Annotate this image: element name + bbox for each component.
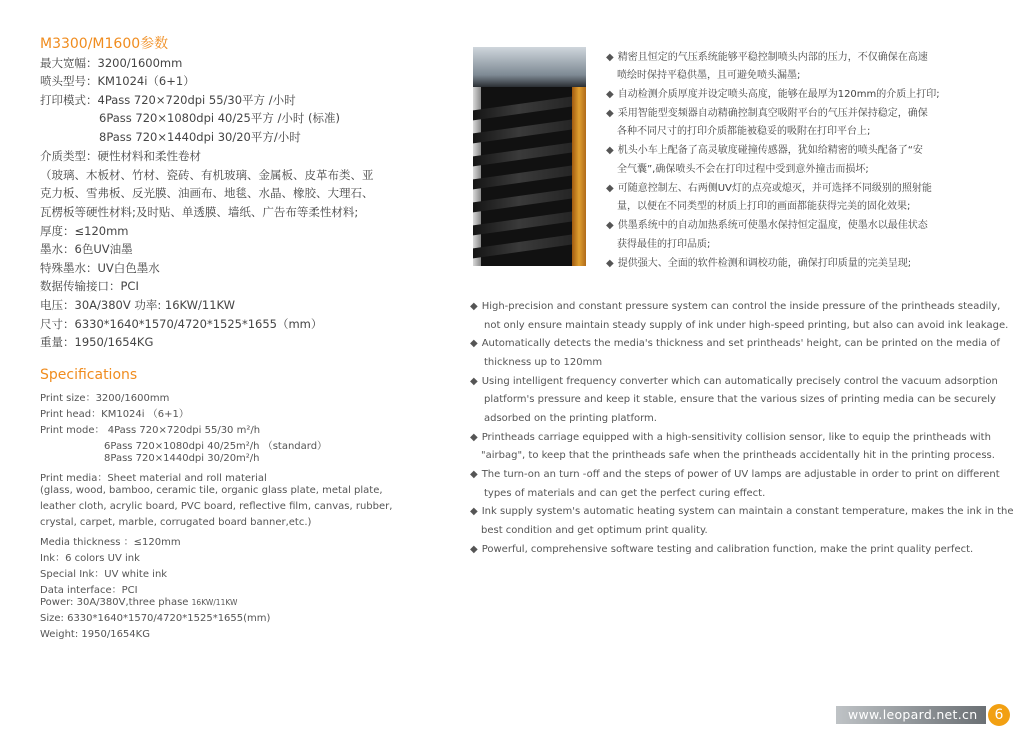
diamond-bullet-icon: ◆ bbox=[606, 183, 614, 194]
cn-feature-line: ◆ 采用智能型变频器自动精确控制真空吸附平台的气压并保持稳定，确保 bbox=[606, 108, 928, 119]
cn-spec-line: 打印模式：4Pass 720×720dpi 55/30平方 /小时 bbox=[40, 93, 296, 107]
en-feature-line: ◆ The turn-on an turn -off and the steps of power of UV lamps are adjustable in order to print on different bbox=[470, 469, 1000, 480]
en-feature-line: ◆ Powerful, comprehensive software testing and calibration function, make the print quality perfect. bbox=[470, 544, 974, 555]
diamond-bullet-icon: ◆ bbox=[470, 432, 478, 443]
cn-spec-line: （玻璃、木板材、竹材、瓷砖、有机玻璃、金属板、皮革布类、亚 bbox=[40, 168, 374, 182]
en-spec-line: crystal, carpet, marble, corrugated board banner,etc.) bbox=[40, 517, 312, 528]
en-spec-title: Specifications bbox=[40, 367, 138, 383]
cn-spec-line: 瓦楞板等硬性材料;及时贴、单透膜、墙纸、广告布等柔性材料; bbox=[40, 205, 359, 219]
diamond-bullet-icon: ◆ bbox=[606, 108, 614, 119]
diamond-bullet-icon: ◆ bbox=[606, 52, 614, 63]
cn-feature-line: 喷绘时保持平稳供墨，且可避免喷头漏墨; bbox=[617, 70, 801, 81]
en-feature-line: adsorbed on the printing platform. bbox=[484, 413, 657, 424]
en-spec-line: Print mode： 4Pass 720×720dpi 55/30 m²/h bbox=[40, 425, 261, 436]
en-spec-line: leather cloth, acrylic board, PVC board, reflective film, canvas, rubber, bbox=[40, 501, 393, 512]
en-feature-line: ◆ Printheads carriage equipped with a high-sensitivity collision sensor, like to equip the printheads with bbox=[470, 432, 991, 443]
en-spec-line: Print size：3200/1600mm bbox=[40, 393, 170, 404]
cn-spec-line: 介质类型：硬性材料和柔性卷材 bbox=[40, 149, 201, 163]
diamond-bullet-icon: ◆ bbox=[606, 220, 614, 231]
footer-url[interactable]: www.leopard.net.cn bbox=[848, 707, 978, 722]
en-spec-line: Ink：6 colors UV ink bbox=[40, 553, 140, 564]
en-spec-line: Size: 6330*1640*1570/4720*1525*1655(mm) bbox=[40, 613, 271, 624]
en-feature-line: thickness up to 120mm bbox=[484, 357, 603, 368]
cn-spec-line: 重量：1950/1654KG bbox=[40, 335, 154, 349]
en-feature-line: ◆ Ink supply system's automatic heating system can maintain a constant temperature, makes the ink in the bbox=[470, 506, 1014, 517]
cn-spec-line: 8Pass 720×1440dpi 30/20平方/小时 bbox=[99, 130, 301, 144]
diamond-bullet-icon: ◆ bbox=[606, 145, 614, 156]
cn-spec-line: 厚度：≤120mm bbox=[40, 224, 129, 238]
cn-spec-title: M3300/M1600参数 bbox=[40, 36, 169, 52]
cn-spec-line: 尺寸：6330*1640*1570/4720*1525*1655（mm） bbox=[40, 317, 323, 331]
cn-spec-line: 克力板、雪弗板、反光膜、油画布、地毯、水晶、橡胶、大理石、 bbox=[40, 186, 374, 200]
diamond-bullet-icon: ◆ bbox=[470, 301, 478, 312]
cn-feature-line: 全气囊”,确保喷头不会在打印过程中受到意外撞击而损坏; bbox=[617, 164, 869, 175]
cn-feature-line: ◆ 可随意控制左、右两侧UV灯的点亮或熄灭，并可选择不同级别的照射能 bbox=[606, 183, 932, 194]
en-spec-line: 6Pass 720×1080dpi 40/25m²/h （standard） bbox=[104, 441, 328, 452]
diamond-bullet-icon: ◆ bbox=[606, 89, 614, 100]
en-spec-line: (glass, wood, bamboo, ceramic tile, organic glass plate, metal plate, bbox=[40, 485, 383, 496]
en-spec-line: Print media：Sheet material and roll material bbox=[40, 473, 267, 484]
en-spec-line: Data interface：PCI bbox=[40, 585, 138, 596]
en-spec-line bbox=[40, 597, 237, 608]
en-feature-line: ◆ Using intelligent frequency converter which can automatically precisely control the vacuum adsorption bbox=[470, 376, 998, 387]
cn-spec-line: 墨水：6色UV油墨 bbox=[40, 242, 133, 256]
cn-spec-line: 最大宽幅：3200/1600mm bbox=[40, 56, 183, 70]
en-feature-line: types of materials and can get the perfect curing effect. bbox=[484, 488, 766, 499]
cn-feature-line: ◆ 精密且恒定的气压系统能够平稳控制喷头内部的压力，不仅确保在高速 bbox=[606, 52, 928, 63]
cn-feature-line: 各种不同尺寸的打印介质都能被稳妥的吸附在打印平台上; bbox=[617, 126, 871, 137]
diamond-bullet-icon: ◆ bbox=[470, 376, 478, 387]
cn-feature-line: 量，以便在不同类型的材质上打印的画面都能获得完美的固化效果; bbox=[617, 201, 911, 212]
cn-spec-line: 电压：30A/380V 功率: 16KW/11KW bbox=[40, 298, 236, 312]
en-feature-line: not only ensure maintain steady supply of ink under high-speed printing, but also can avoid ink leakage. bbox=[484, 320, 1009, 331]
diamond-bullet-icon: ◆ bbox=[470, 506, 478, 517]
en-power-text: Power: 30A/380V,three phase bbox=[40, 597, 189, 608]
en-feature-line: ◆ High-precision and constant pressure system can control the inside pressure of the printheads steadily, bbox=[470, 301, 1001, 312]
page-number-badge: 6 bbox=[988, 704, 1010, 726]
en-feature-line: platform's pressure and keep it stable, ensure that the various sizes of printing media can be securely bbox=[484, 394, 996, 405]
en-feature-line: ◆ Automatically detects the media's thickness and set printheads' height, can be printed on the media of bbox=[470, 338, 1000, 349]
cn-feature-line: ◆ 自动检测介质厚度并设定喷头高度，能够在最厚为120mm的介质上打印; bbox=[606, 89, 940, 100]
en-feature-line: "airbag", to keep that the printheads safe when the printheads accidentally hit in the printing process. bbox=[481, 450, 995, 461]
en-spec-line: Print head：KM1024i （6+1） bbox=[40, 409, 189, 420]
en-spec-line: Special Ink：UV white ink bbox=[40, 569, 168, 580]
cn-feature-line: 获得最佳的打印品质; bbox=[617, 239, 711, 250]
en-feature-line: best condition and get optimum print quality. bbox=[481, 525, 708, 536]
en-power-suffix: 16KW/11KW bbox=[191, 598, 238, 607]
printer-bed-photo bbox=[473, 47, 586, 266]
diamond-bullet-icon: ◆ bbox=[606, 258, 614, 269]
cn-spec-line: 数据传输接口：PCI bbox=[40, 279, 139, 293]
cn-feature-line: ◆ 提供强大、全面的软件检测和调校功能，确保打印质量的完美呈现; bbox=[606, 258, 912, 269]
cn-feature-line: ◆ 供墨系统中的自动加热系统可使墨水保持恒定温度，使墨水以最佳状态 bbox=[606, 220, 928, 231]
diamond-bullet-icon: ◆ bbox=[470, 469, 478, 480]
en-spec-line: 8Pass 720×1440dpi 30/20m²/h bbox=[104, 453, 260, 464]
diamond-bullet-icon: ◆ bbox=[470, 544, 478, 555]
cn-spec-line: 特殊墨水：UV白色墨水 bbox=[40, 261, 160, 275]
diamond-bullet-icon: ◆ bbox=[470, 338, 478, 349]
cn-spec-line: 6Pass 720×1080dpi 40/25平方 /小时 (标准) bbox=[99, 111, 341, 125]
cn-spec-line: 喷头型号：KM1024i（6+1） bbox=[40, 74, 195, 88]
en-spec-line: Media thickness ：≤120mm bbox=[40, 537, 181, 548]
en-spec-line: Weight: 1950/1654KG bbox=[40, 629, 150, 640]
cn-feature-line: ◆ 机头小车上配备了高灵敏度碰撞传感器，犹如给精密的喷头配备了“安 bbox=[606, 145, 923, 156]
